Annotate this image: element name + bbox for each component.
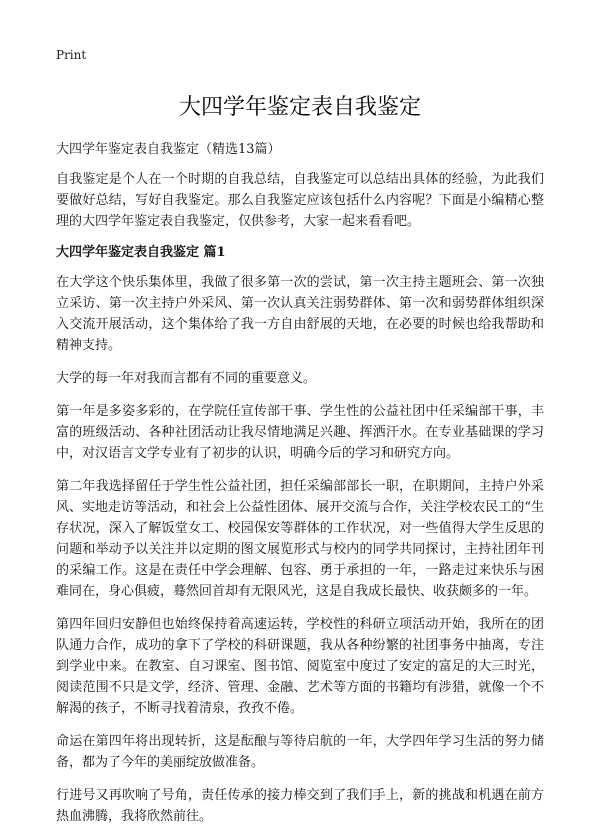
print-link[interactable]: Print [56,48,87,62]
body-paragraph-1: 在大学这个快乐集体里，我做了很多第一次的尝试，第一次主持主题班会、第一次独立采访、第一次主持户外采风、第一次认真关注弱势群体、第一次和弱势群体组织深入交流开展活动，这个集体给了我一方自由舒展的天地，在必要的时候也给我帮助和精神支持。 [56,275,544,353]
body-paragraph-7: 行进号又再吹响了号角，责任传承的接力棒交到了我们手上，新的挑战和机遇在前方热血沸腾，我将欣然前往。 [56,788,544,824]
body-paragraph-5: 第四年回归安静但也始终保持着高速运转，学校性的科研立项活动开始，我所在的团队通力合作，成功的拿下了学校的科研课题，我从各种纷繁的社团事务中抽离，专注到学业中来。在教室、自习课室、图书馆、阅览室中度过了安定的富足的大三时光，阅读范围不只是文学，经济、管理、金融、艺术等方面的书籍均有涉猎，就像一个不解渴的孩子，不断寻找着清泉，孜孜不倦。 [56,617,544,716]
body-paragraph-3: 第一年是多姿多彩的，在学院任宣传部干事、学生性的公益社团中任采编部干事，丰富的班级活动、各种社团活动让我尽情地满足兴趣、挥洒汗水。在专业基础课的学习中，对汉语言文学专业有了初步的认识，明确今后的学习和研究方向。 [56,404,544,461]
body-paragraph-2: 大学的每一年对我而言都有不同的重要意义。 [56,371,317,386]
section-heading: 大四学年鉴定表自我鉴定 篇1 [56,245,226,260]
body-paragraph-4: 第二年我选择留任于学生性公益社团，担任采编部部长一职，在职期间，主持户外采风、实地走访等活动，和社会上公益性团体、展开交流与合作，关注学校农民工的“生存状况，深入了解饭堂女工、校园保安等群体的工作状况，对一些值得大学生反思的问题和举动予以关注并以定期的图文展览形式与校内的同学共同探讨，主持社团年刊的采编工作。这是在责任中学会理解、包容、勇于承担的一年，一路走过来快乐与困难同在，身心俱疲，蓦然回首却有无限风光，这是自我成长最快、收获颇多的一年。 [56,479,544,599]
intro-paragraph: 自我鉴定是个人在一个时期的自我总结，自我鉴定可以总结出具体的经验，为此我们要做好总结，写好自我鉴定。那么自我鉴定应该包括什么内容呢？下面是小编精心整理的大四学年鉴定表自我鉴定，仅供参考，大家一起来看看吧。 [56,172,544,229]
document-subtitle: 大四学年鉴定表自我鉴定（精选13篇） [56,142,281,157]
page-title: 大四学年鉴定表自我鉴定 [178,95,421,120]
body-paragraph-6: 命运在第四年将出现转折，这是酝酿与等待启航的一年，大学四年学习生活的努力储备，都为了今年的美丽绽放做准备。 [56,734,544,770]
